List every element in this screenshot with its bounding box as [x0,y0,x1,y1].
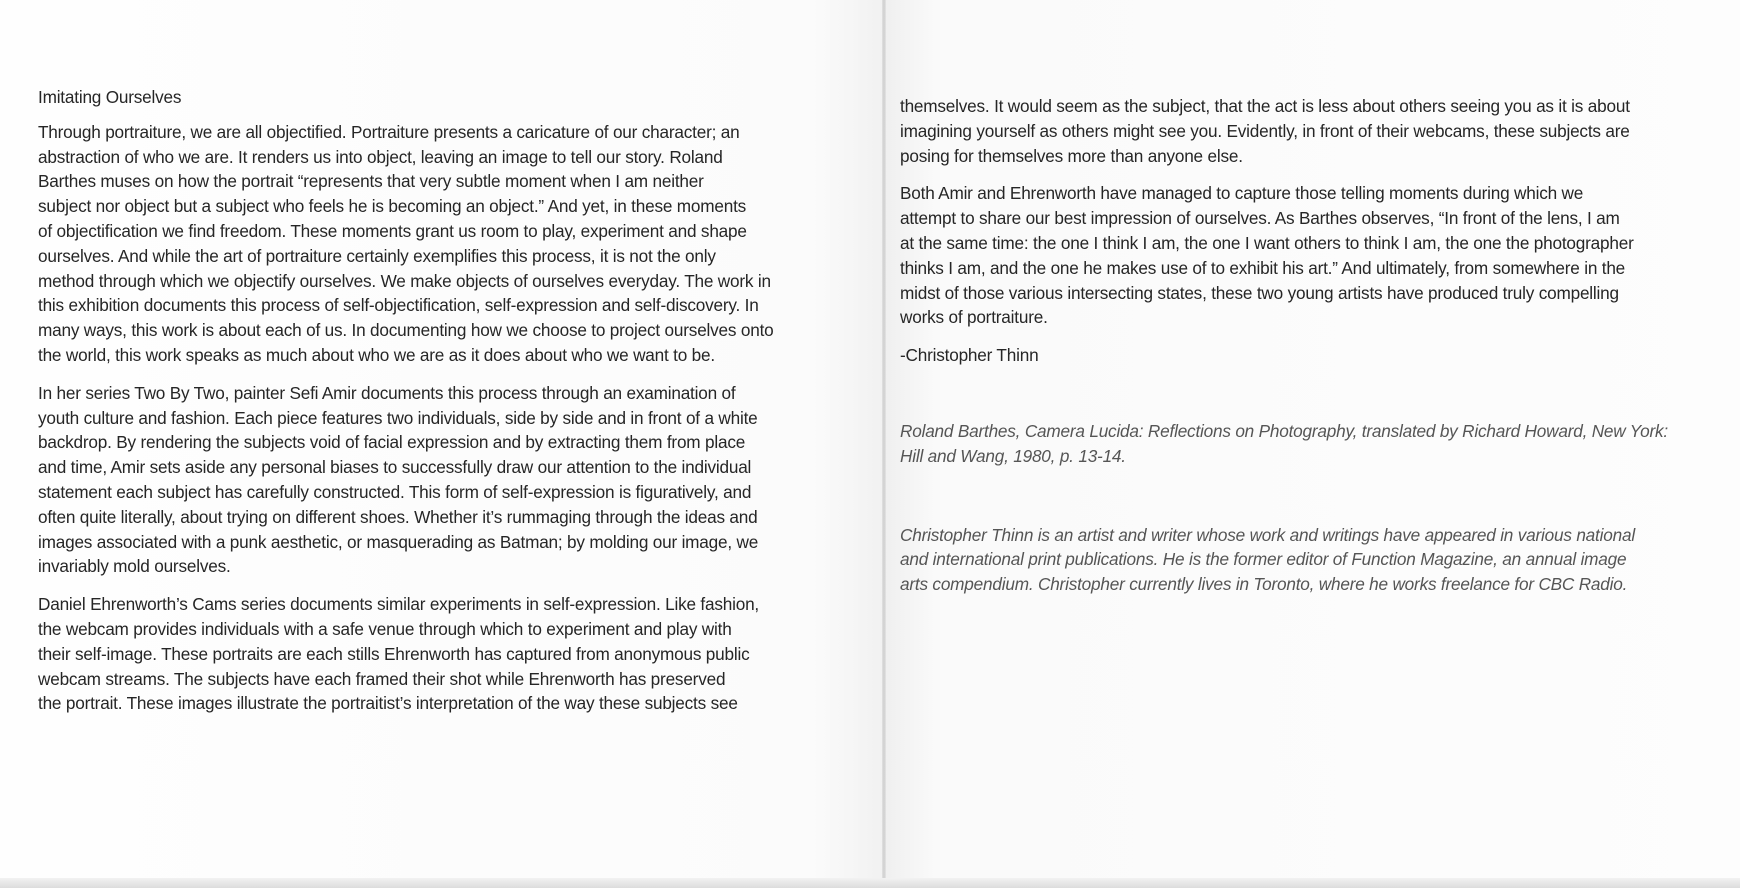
author-signature: -Christopher Thinn [900,345,1039,366]
paragraph-objectification: Through portraiture, we are all objectified. Portraiture presents a caricature of our character; an abstraction of who we are. It renders us into object, leaving an image to tell our story. Roland Barthes muses on how the portrait “represents that very subtle moment when I am neither subject nor object but a subject who feels he is becoming an object.” And yet, in these moments of objectification we find freedom. These moments grant us room to play, experiment and shape ourselves. And while the art of portraiture certainly exemplifies this process, it is not the only method through which we objectify ourselves. We make objects of ourselves everyday. The work in this exhibition documents this process of self-objectification, self-expression and self-discovery. In many ways, this work is about each of us. In documenting how we choose to project ourselves onto the world, this work speaks as much about who we are as it does about who we want to be. [38,121,774,365]
bottom-page-edge [0,878,1740,888]
paragraph-conclusion: Both Amir and Ehrenworth have managed to capture those telling moments during which we attempt to share our best impression of ourselves. As Barthes observes, “In front of the lens, I am at the same time: the one I think I am, the one I want others to think I am, the one the photographer thinks I am, and the one he makes use of to exhibit his art.” And ultimately, from somewhere in the midst of those various intersecting states, these two young artists have produced truly compelling works of portraiture. [900,183,1634,328]
paragraph-continued: themselves. It would seem as the subject, that the act is less about others seeing you as it is about imagining yourself as others might see you. Evidently, in front of their webcams, these subjects are posing for themselves more than anyone else. [900,96,1630,166]
right-text-column [900,94,1690,597]
paragraph-two-by-two: In her series Two By Two, painter Sefi Amir documents this process through an examination of youth culture and fashion. Each piece features two individuals, side by side and in front of a white backdrop. By rendering the subjects void of facial expression and by extracting them from place and time, Amir sets aside any personal biases to successfully draw our attention to the individual statement each subject has carefully constructed. This form of self-expression is figuratively, and often quite literally, about trying on different shoes. Whether it’s rummaging through the ideas and images associated with a punk aesthetic, or masquerading as Batman; by molding our image, we invariably mold ourselves. [38,382,759,577]
center-fold [882,0,886,888]
left-text-column [38,85,850,729]
essay-title: Imitating Ourselves [38,87,182,107]
author-bio: Christopher Thinn is an artist and writer whose work and writings have appeared in various national and international print publications. He is the former editor of Function Magazine, an annual image arts compendium. Christopher currently lives in Toronto, where he works freelance for CBC Radio. [900,524,1635,595]
paragraph-cams-series: Daniel Ehrenworth’s Cams series documents similar experiments in self-expression. Like fashion, the webcam provides individuals with a safe venue through which to experiment and play with their self-image. These portraits are each stills Ehrenworth has captured from anonymous public webcam streams. The subjects have each framed their shot while Ehrenworth has preserved the portrait. These images illustrate the portraitist’s interpretation of the way these subjects see [38,594,760,714]
citation-note: Roland Barthes, Camera Lucida: Reflections on Photography, translated by Richard Howard, New York: Hill and Wang, 1980, p. 13-14. [900,420,1668,466]
